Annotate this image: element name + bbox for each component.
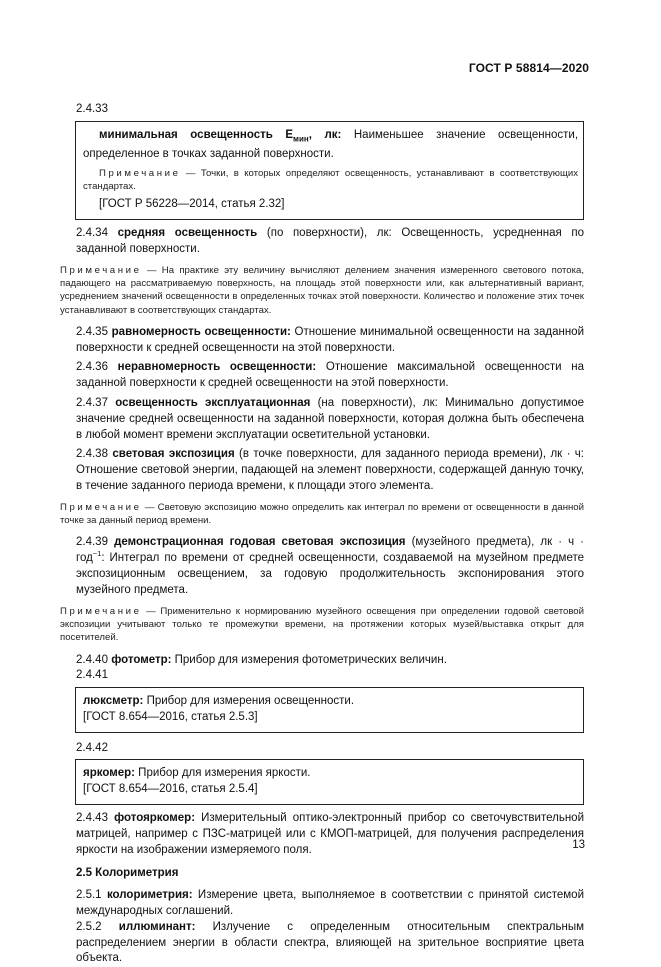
clause-2-4-39: 2.4.39 демонстрационная годовая световая экспозиция (музейного предмета), лк · ч · год$^{-1}$: Интеграл по времени от средней освещенности, создаваемой на музейном предмете экспозиционным освещением, за годовую продолжительность экспонирования этого музейного предмета.: [76, 536, 584, 596]
clause-2-4-38: 2.4.38 световая экспозиция (в точке поверхности, для заданного периода времени), лк · ч: Отношение световой энергии, падающей на элемент поверхности, содержащей данную точку, в течение заданного периода времени, к площади этого элемента.: [76, 448, 584, 493]
clause-number: 2.4.42: [76, 741, 108, 754]
clause-2-4-34: 2.4.34 средняя освещенность (по поверхности), лк: Освещенность, усредненная по заданной поверхности.: [76, 227, 584, 255]
term: минимальная освещенность $E_{мин}$, лк:: [99, 128, 342, 144]
source-reference: [ГОСТ Р 56228—2014, статья 2.32]: [99, 198, 285, 211]
note: Примечание — Применительно к нормированию музейного освещения при определении годовой световой экспозиции учитывают только те промежутки времени, на протяжении которых музей/выставка открыт для посетителей.: [60, 605, 584, 644]
clause-2-4-37: 2.4.37 освещенность эксплуатационная (на поверхности), лк: Минимально допустимое значение средней освещенности на заданной поверхности, которая должна быть обеспечена в любой момент времени эксплуатации осветительной установки.: [76, 397, 584, 441]
note: Примечание — На практике эту величину вычисляют делением значения измеренного светового потока, падающего на рассматриваемую поверхность, на площадь этой поверхности или, как альтернативный вариант, усреднением значений освещенности в определенных точках этой поверхности. Количество и положение этих точек устанавливают в соответствующих стандартах.: [60, 264, 584, 316]
clause-2-4-43: 2.4.43 фотояркомер: Измерительный оптико-электронный прибор со светочувствительной матрицей, например с ПЗС-матрицей или с КМОП-матрицей, для получения распределения яркости на изображении измеряемого поля.: [76, 812, 584, 856]
definition-text: яркомер: Прибор для измерения яркости.: [83, 767, 311, 780]
note: Примечание — Световую экспозицию можно определить как интеграл по времени от освещенности в данной точке за данный период времени.: [60, 501, 584, 527]
definition-text: люксметр: Прибор для измерения освещенности.: [83, 695, 355, 708]
page-content: [60, 102, 585, 967]
definition-box: [75, 121, 584, 220]
page-number: 13: [572, 839, 585, 851]
standard-header: ГОСТ Р 58814—2020: [468, 61, 589, 75]
clause-2-5-1: 2.5.1 колориметрия: Измерение цвета, выполняемое в соответствии с принятой системой международных соглашений.: [76, 889, 585, 918]
definition-box: [75, 687, 584, 733]
clause-2-4-35: 2.4.35 равномерность освещенности: Отношение минимальной освещенности на заданной поверхности к средней освещенности на этой поверхности.: [76, 325, 584, 354]
definition-box: [75, 759, 584, 805]
source-reference: [ГОСТ 8.654—2016, статья 2.5.4]: [83, 783, 258, 796]
definition-text: минимальная освещенность $E_{мин}$, лк: Наименьшее значение освещенности, определенное в точках заданной поверхности.: [83, 128, 579, 160]
section-title: 2.5 Колориметрия: [76, 867, 179, 880]
clause-2-4-40: 2.4.40 фотометр: Прибор для измерения фотометрических величин.: [76, 653, 447, 666]
clause-number: 2.4.41: [76, 669, 108, 682]
note: Примечание — Точки, в которых определяют освещенность, устанавливают в соответствующих стандартах.: [83, 167, 578, 192]
clause-2-5-2: 2.5.2 иллюминант: Излучение с определенным относительным спектральным распределением энергии в области спектра, влияющей на зрительное восприятие цвета объекта.: [76, 920, 584, 965]
clause-2-4-36: 2.4.36 неравномерность освещенности: Отношение максимальной освещенности на заданной поверхности к средней освещенности на этой поверхности.: [76, 361, 584, 390]
clause-number: 2.4.33: [76, 103, 108, 115]
source-reference: [ГОСТ 8.654—2016, статья 2.5.3]: [83, 710, 258, 723]
